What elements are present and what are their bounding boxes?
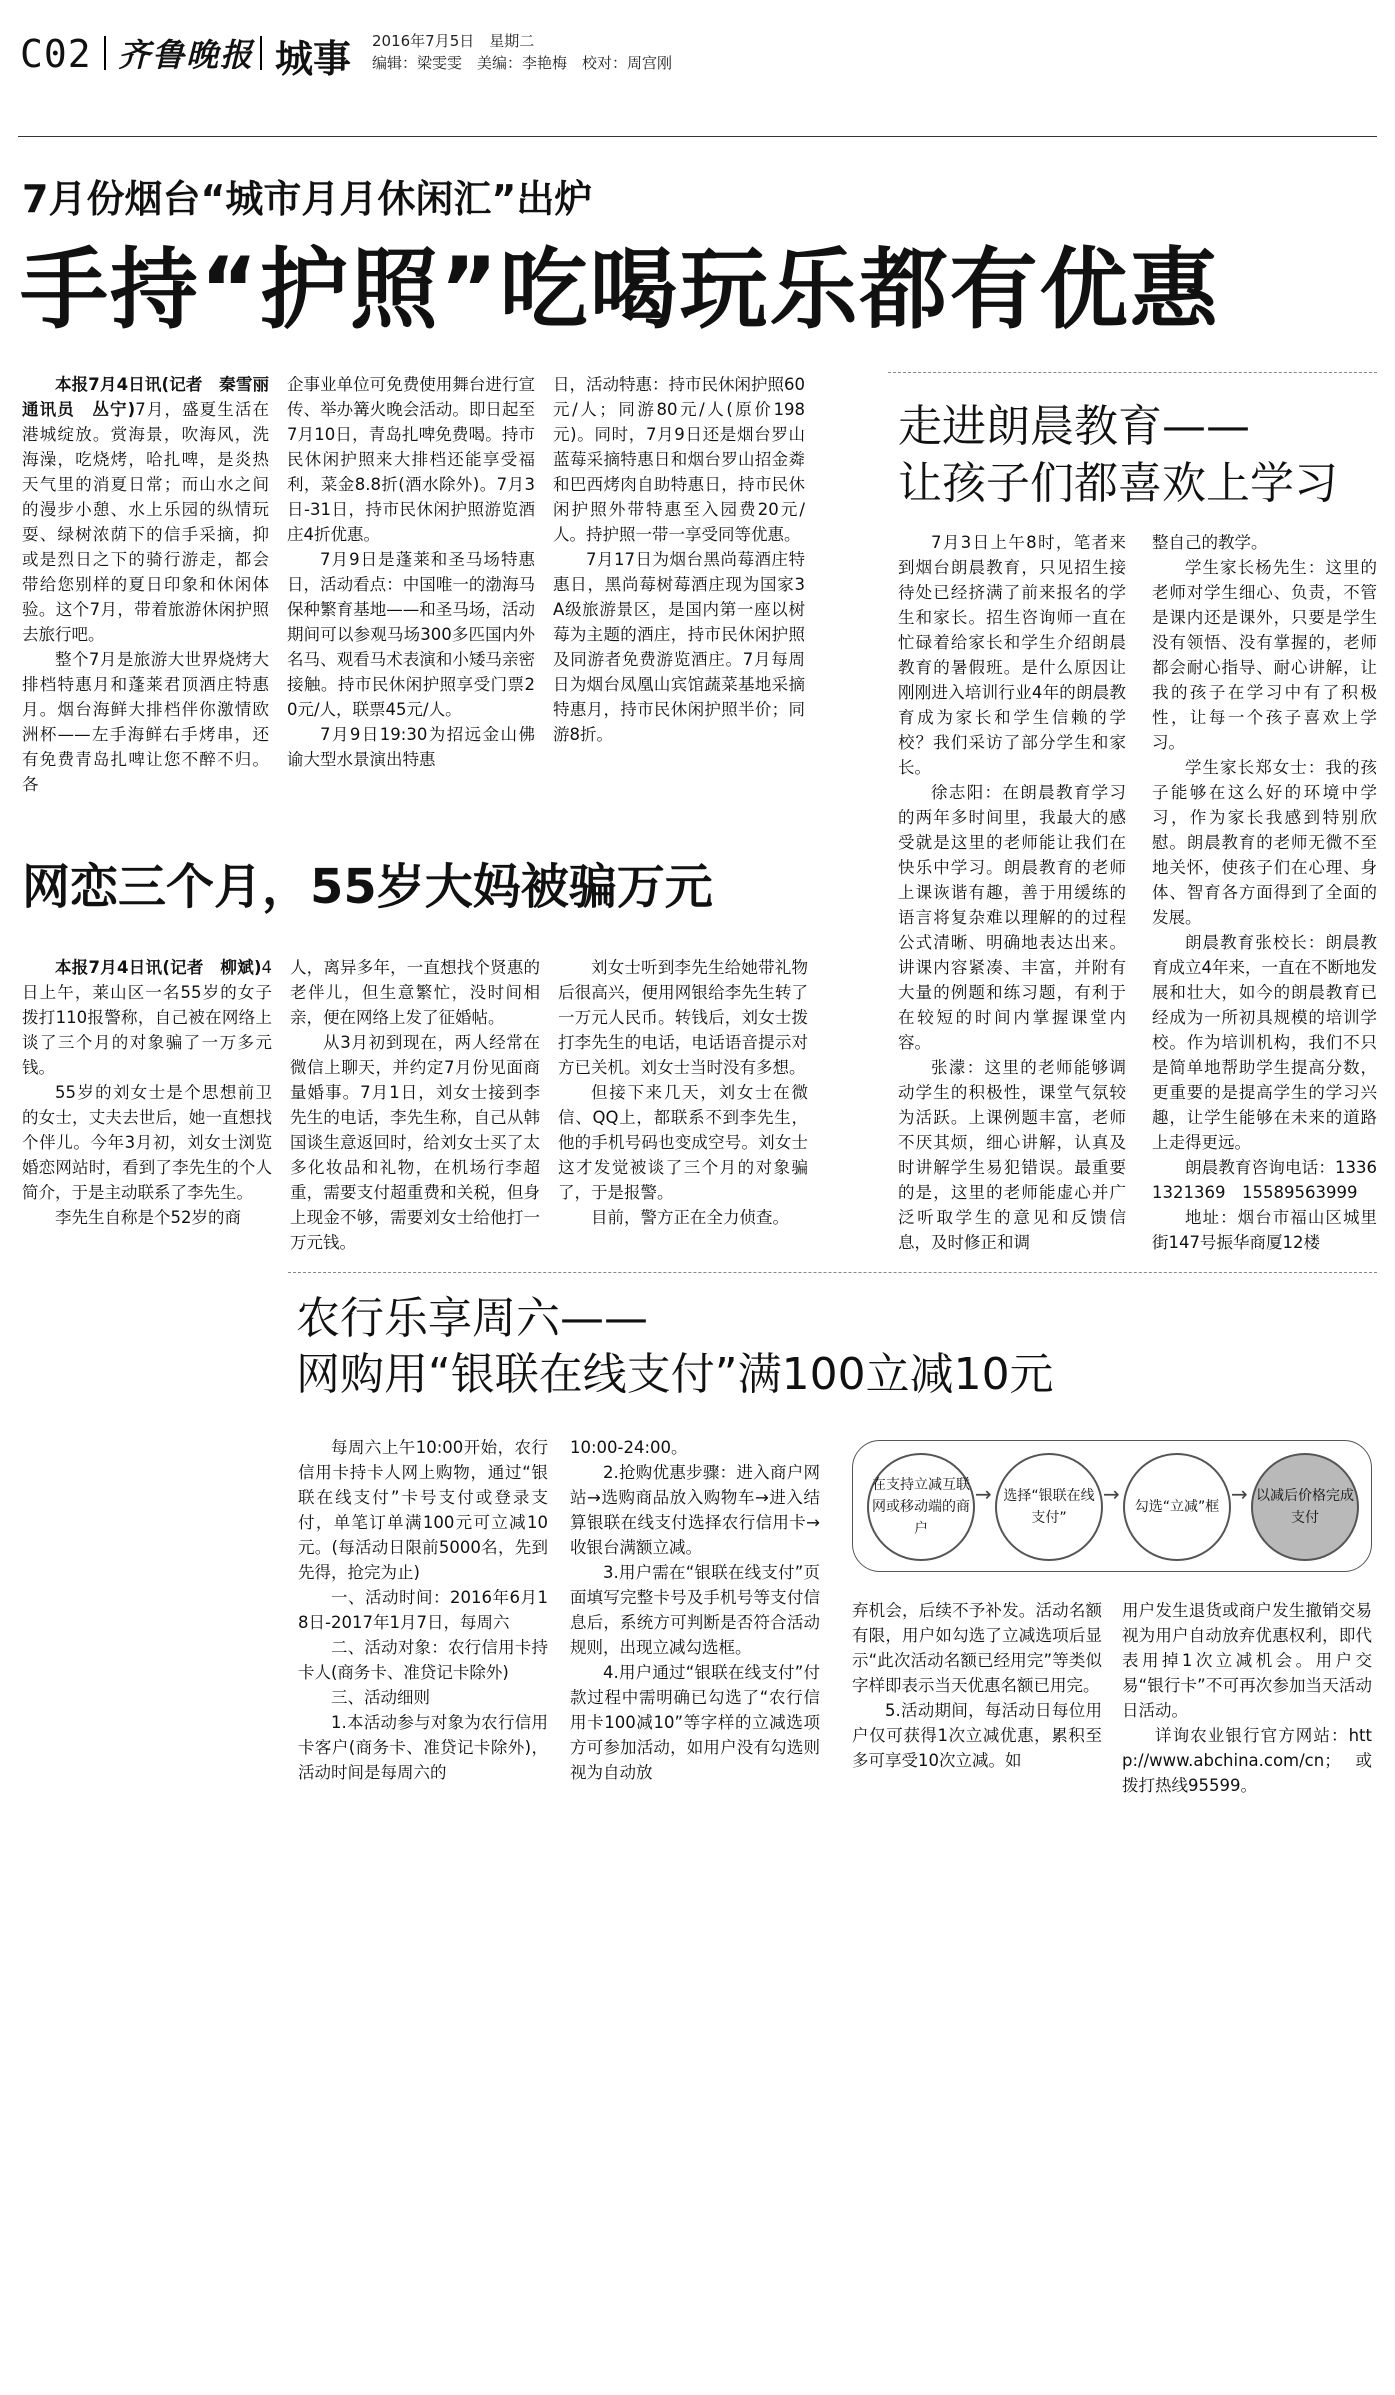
step-label: 勾选“立减”框 — [1134, 1499, 1220, 1515]
paragraph: 1.本活动参与对象为农行信用卡客户(商务卡、准贷记卡除外)，活动时间是每周六的 — [298, 1713, 548, 1782]
step-circle — [995, 1453, 1103, 1561]
paragraph: 每周六上午10:00开始，农行信用卡持卡人网上购物，通过“银联在线支付”卡号支付或登录支付，单笔订单满100元可立减10元。(每活动日限前5000名，先到先得，抢完为止) — [298, 1438, 548, 1582]
story3-column-1 — [22, 955, 272, 1230]
story2-title-line1: 走进朗晨教育—— — [898, 401, 1250, 452]
paragraph: 10:00-24:00。 — [570, 1438, 688, 1457]
paragraph: 整个7月是旅游大世界烧烤大排档特惠月和蓬莱君顶酒庄特惠月。烟台海鲜大排档伴你激情欧洲杯——左手海鲜右手烤串，还有免费青岛扎啤让您不醉不归。各 — [22, 650, 269, 794]
story1-column-2 — [287, 372, 535, 772]
paragraph: 7月3日上午8时，笔者来到烟台朗晨教育，只见招生接待处已经挤满了前来报名的学生和家长。招生咨询师一直在忙碌着给家长和学生介绍朗晨教育的暑假班。是什么原因让刚刚进入培训行业4年的朗晨教育成为家长和学生信赖的学校？我们采访了部分学生和家长。 — [898, 533, 1126, 777]
story4-column-2 — [570, 1435, 820, 1785]
story4-title-line2: 网购用“银联在线支付”满100立减10元 — [296, 1349, 1054, 1400]
step-circle — [1123, 1453, 1231, 1561]
paragraph: 目前，警方正在全力侦查。 — [591, 1208, 789, 1227]
paragraph: 55岁的刘女士是个思想前卫的女士，丈夫去世后，她一直想找个伴儿。今年3月初，刘女士浏览婚恋网站时，看到了李先生的个人简介，于是主动联系了李先生。 — [22, 1083, 272, 1202]
paragraph: 整自己的教学。 — [1152, 533, 1268, 552]
story3-headline: 网恋三个月，55岁大妈被骗万元 — [22, 859, 713, 915]
paragraph: 徐志阳：在朗晨教育学习的两年多时间里，我最大的感受就是这里的老师能让我们在快乐中学习。朗晨教育的老师上课诙谐有趣，善于用缓练的语言将复杂难以理解的的过程公式清晰、明确地表达出来。讲课内容紧凑、丰富，并附有大量的例题和练习题，有利于在较短的时间内掌握课堂内容。 — [898, 783, 1126, 1052]
story1-kicker: 7月份烟台“城市月月休闲汇”出炉 — [22, 177, 593, 221]
story4-column-1 — [298, 1435, 548, 1785]
paragraph: 三、活动细则 — [331, 1688, 430, 1707]
story4-divider — [288, 1272, 1377, 1273]
paragraph: 2.抢购优惠步骤：进入商户网站→选购商品放入购物车→进入结算银联在线支付选择农行信用卡→收银台满额立减。 — [570, 1463, 820, 1557]
arrow-right-icon: → — [1103, 1482, 1120, 1506]
story1-column-1 — [22, 372, 286, 797]
paragraph: 朗晨教育张校长：朗晨教育成立4年来，一直在不断地发展和壮大，如今的朗晨教育已经成为一所初具规模的培训学校。作为培训机构，我们不只是简单地帮助学生提高分数，更重要的是提高学生的学习兴趣，让学生能够在未来的道路上走得更远。 — [1152, 933, 1377, 1152]
story4-column-3 — [852, 1598, 1102, 1773]
paragraph: 人，离异多年，一直想找个贤惠的老伴儿，但生意繁忙，没时间相亲，便在网络上发了征婚帖。 — [290, 958, 540, 1027]
paragraph: 详询农业银行官方网站：http://www.abchina.com/cn；或拨打热线95599。 — [1122, 1726, 1372, 1795]
paragraph: 学生家长杨先生：这里的老师对学生细心、负责，不管是课内还是课外，只要是学生没有领悟、没有掌握的，老师都会耐心指导、耐心讲解，让我的孩子在学习中有了积极性，让每一个孩子喜欢上学习。 — [1152, 558, 1377, 752]
paragraph: 从3月初到现在，两人经常在微信上聊天，并约定7月份见面商量婚事。7月1日，刘女士接到李先生的电话，李先生称，自己从韩国谈生意返回时，给刘女士买了太多化妆品和礼物，在机场行李超重，需要支付超重费和关税，但身上现金不够，需要刘女士给他打一万元钱。 — [290, 1033, 540, 1252]
step-label: 在支持立减互联网或移动端的商户 — [872, 1477, 970, 1537]
story2-divider — [888, 372, 1377, 373]
paragraph: 一、活动时间：2016年6月18日-2017年1月7日，每周六 — [298, 1588, 548, 1632]
paragraph: 刘女士听到李先生给她带礼物后很高兴，便用网银给李先生转了一万元人民币。转钱后，刘女士拨打李先生的电话，电话语音提示对方已关机。刘女士当时没有多想。 — [558, 958, 808, 1077]
story2-column-1 — [898, 530, 1126, 1255]
page-number: C02 — [20, 32, 92, 76]
paragraph: 5.活动期间，每活动日每位用户仅可获得1次立减优惠，累积至多可享受10次立减。如 — [852, 1701, 1102, 1770]
header-divider — [260, 36, 262, 70]
story4-column-4 — [1122, 1598, 1372, 1798]
payment-steps-diagram — [852, 1440, 1372, 1572]
newspaper-logo: 齐鲁晚报 — [118, 36, 255, 74]
paragraph: 企事业单位可免费使用舞台进行宣传、举办篝火晚会活动。即日起至7月10日，青岛扎啤免费喝。持市民休闲护照来大排档还能享受福利，菜金8.8折(酒水除外)。7月3日-31日，持市民休闲护照游览酒庄4折优惠。 — [287, 375, 535, 544]
header-rule — [18, 136, 1377, 137]
header-divider — [104, 36, 106, 70]
story2-title-line2: 让孩子们都喜欢上学习 — [898, 458, 1338, 509]
story3-byline: 本报7月4日讯(记者 柳斌) — [55, 958, 262, 977]
step-label: 以减后价格完成支付 — [1256, 1488, 1354, 1526]
paragraph: 7月，盛夏生活在港城绽放。赏海景，吹海风，洗海澡，吃烧烤，哈扎啤，是炎热天气里的消夏日常；而山水之间的漫步小憩、水上乐园的纵情玩耍、绿树浓荫下的信手采摘，抑或是烈日之下的骑行游走，都会带给您别样的夏日印象和休闲体验。这个7月，带着旅游休闲护照去旅行吧。 — [22, 400, 269, 644]
paragraph: 学生家长郑女士：我的孩子能够在这么好的环境中学习，作为家长我感到特别欣慰。朗晨教育的老师无微不至地关怀，使孩子们在心理、身体、智育各方面得到了全面的发展。 — [1152, 758, 1377, 927]
story1-headline: 手持“护照”吃喝玩乐都有优惠 — [20, 238, 1220, 341]
paragraph: 7月9日是蓬莱和圣马场特惠日，活动看点：中国唯一的渤海马保种繁育基地——和圣马场，活动期间可以参观马场300多匹国内外名马、观看马术表演和小矮马亲密接触。持市民休闲护照享受门票20元/人，联票45元/人。 — [287, 550, 535, 719]
paragraph: 弃机会，后续不予补发。活动名额有限，用户如勾选了立减选项后显示“此次活动名额已经用完”等类似字样即表示当天优惠名额已用完。 — [852, 1601, 1102, 1695]
paragraph: 二、活动对象：农行信用卡持卡人(商务卡、准贷记卡除外) — [298, 1638, 548, 1682]
contact-address: 地址：烟台市福山区城里街147号振华商厦12楼 — [1152, 1208, 1377, 1252]
story2-column-2 — [1152, 530, 1377, 1255]
paragraph: 3.用户需在“银联在线支付”页面填写完整卡号及手机号等支付信息后，系统方可判断是否符合活动规则，出现立减勾选框。 — [570, 1563, 820, 1657]
arrow-right-icon: → — [975, 1482, 992, 1506]
contact-phone: 朗晨教育咨询电话：13361321369 15589563999 — [1152, 1158, 1377, 1202]
paragraph: 7月9日19:30为招远金山佛谕大型水景演出特惠 — [287, 725, 535, 769]
paragraph: 用户发生退货或商户发生撤销交易视为用户自动放弃优惠权利，即代表用掉1次立减机会。用户交易“银行卡”不可再次参加当天活动日活动。 — [1122, 1601, 1372, 1720]
story3-column-2 — [290, 955, 540, 1255]
section-name: 城事 — [275, 37, 352, 81]
story1-byline: 本报7月4日讯(记者 秦雪丽 通讯员 丛宁) — [22, 375, 286, 419]
story4-title-line1: 农行乐享周六—— — [296, 1293, 648, 1344]
story3-column-3 — [558, 955, 808, 1230]
paragraph: 7月17日为烟台黑尚莓酒庄特惠日，黑尚莓树莓酒庄现为国家3A级旅游景区，是国内第一座以树莓为主题的酒庄，持市民休闲护照及同游者免费游览酒庄。7月每周日为烟台凤凰山宾馆蔬菜基地采摘特惠月，持市民休闲护照半价；同游8折。 — [553, 550, 805, 744]
story1-column-3 — [553, 372, 805, 747]
paragraph: 日，活动特惠：持市民休闲护照60元/人；同游80元/人(原价198元)。同时，7月9日还是烟台罗山蓝莓采摘特惠日和烟台罗山招金粦和巴西烤肉自助特惠日，持市民休闲护照外带特惠至入园费20元/人。持护照一带一享受同等优惠。 — [553, 375, 805, 544]
step-circle — [1251, 1453, 1359, 1561]
paragraph: 李先生自称是个52岁的商 — [55, 1208, 241, 1227]
arrow-right-icon: → — [1231, 1482, 1248, 1506]
paragraph: 4日上午，莱山区一名55岁的女子拨打110报警称，自己被在网络上谈了三个月的对象骗了一万多元钱。 — [22, 958, 272, 1077]
step-label: 选择“银联在线支付” — [1003, 1488, 1095, 1526]
paragraph: 4.用户通过“银联在线支付”付款过程中需明确已勾选了“农行信用卡100减10”等字样的立减选项方可参加活动，如用户没有勾选则视为自动放 — [570, 1663, 820, 1782]
paragraph: 但接下来几天，刘女士在微信、QQ上，都联系不到李先生，他的手机号码也变成空号。刘女士这才发觉被谈了三个月的对象骗了，于是报警。 — [558, 1083, 808, 1202]
paragraph: 张濛：这里的老师能够调动学生的积极性，课堂气氛较为活跃。上课例题丰富，老师不厌其烦，细心讲解，认真及时讲解学生易犯错误。最重要的是，这里的老师能虚心并广泛听取学生的意见和反馈信息，及时修正和调 — [898, 1058, 1126, 1252]
step-circle — [867, 1453, 975, 1561]
issue-date: 2016年7月5日 星期二 — [372, 32, 535, 50]
staff-credits: 编辑：梁雯雯 美编：李艳梅 校对：周宫刚 — [372, 54, 673, 72]
